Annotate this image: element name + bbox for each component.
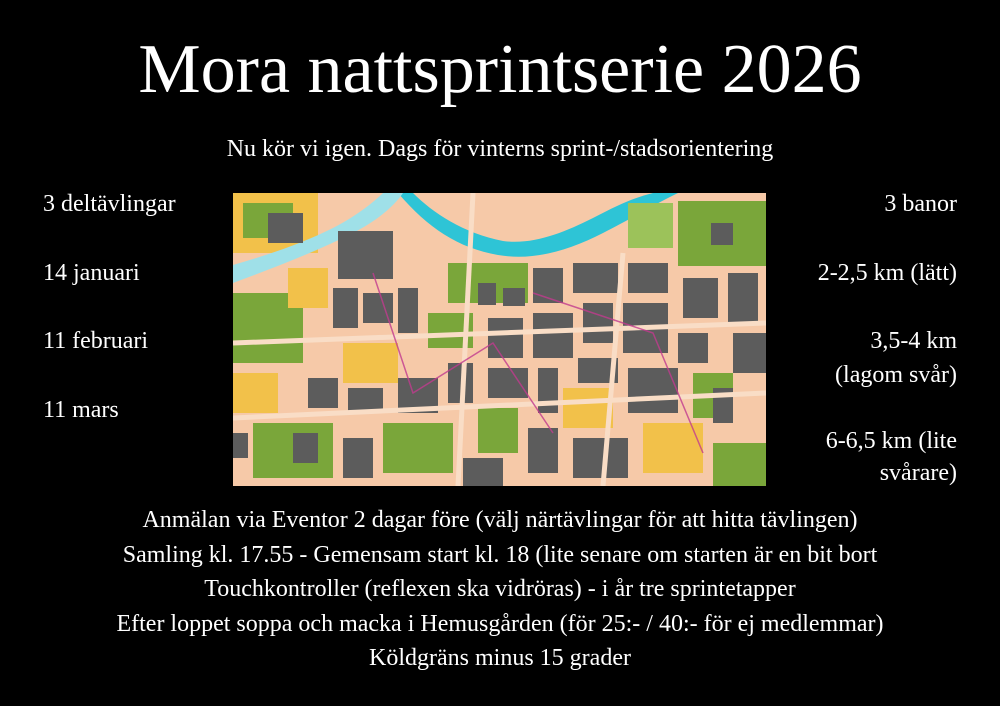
info-footer [0, 503, 1000, 676]
poster-subtitle: Nu kör vi igen. Dags för vinterns sprint-/stadsorientering [226, 136, 774, 162]
course-item: 3,5-4 km [870, 328, 957, 354]
poster-title: Mora nattsprintserie 2026 [138, 31, 862, 108]
date-item: 11 februari [43, 328, 149, 354]
info-line-start: Samling kl. 17.55 - Gemensam start kl. 18 (lite senare om starten är en bit bort [122, 541, 878, 568]
course-item: 2-2,5 km (lätt) [817, 260, 957, 286]
info-line-controls: Touchkontroller (reflexen ska vidröras) - i år tre sprintetapper [204, 576, 796, 602]
info-line-food: Efter loppet soppa och macka i Hemusgården (för 25:- / 40:- för ej medlemmar) [116, 610, 884, 637]
orienteering-map-image [233, 193, 766, 486]
course-item-detail: (lagom svår) [835, 362, 957, 388]
course-item-detail: svårare) [879, 460, 957, 486]
info-line-registration: Anmälan via Eventor 2 dagar före (välj närtävlingar för att hitta tävlingen) [142, 507, 858, 533]
competition-count: 3 deltävlingar [43, 191, 176, 217]
course-count: 3 banor [884, 191, 957, 217]
course-item: 6-6,5 km (lite [825, 428, 957, 454]
info-line-cold-limit: Köldgräns minus 15 grader [369, 645, 631, 671]
date-item: 11 mars [43, 397, 119, 423]
date-item: 14 januari [43, 260, 140, 286]
